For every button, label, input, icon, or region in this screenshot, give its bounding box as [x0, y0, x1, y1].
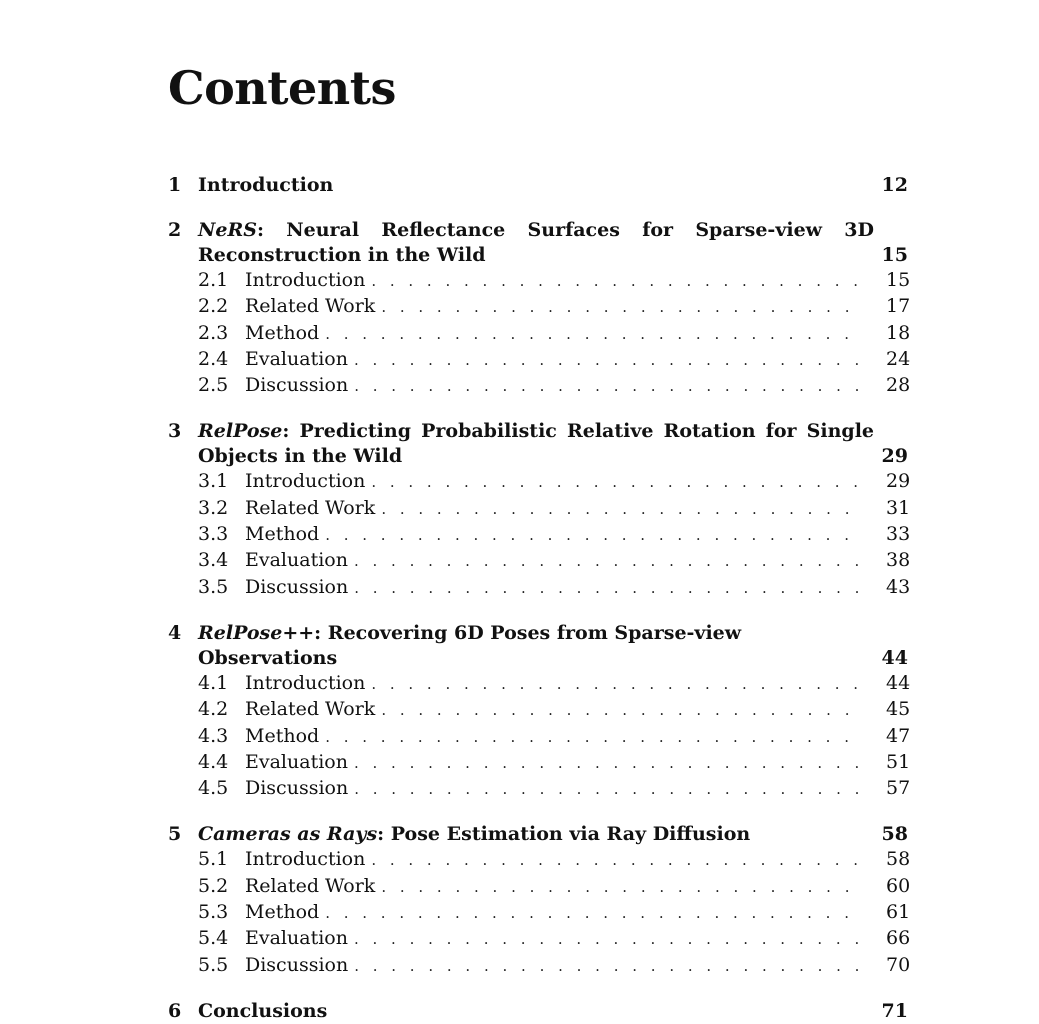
- dot-leader: [371, 470, 860, 495]
- chapter-3: [168, 419, 911, 600]
- dot-leader: [381, 698, 860, 723]
- section-page-number: 43: [886, 575, 911, 598]
- section-title: Method: [245, 321, 320, 344]
- section-number: 4.2: [198, 698, 229, 721]
- section-page-number: 47: [886, 724, 911, 747]
- section-entry[interactable]: [168, 724, 911, 750]
- section-entry[interactable]: [168, 953, 911, 979]
- section-number: 5.4: [198, 927, 229, 950]
- chapter-2: [168, 218, 911, 399]
- section-page-number: 45: [886, 698, 911, 721]
- chapter-heading[interactable]: [168, 419, 908, 469]
- section-number: 4.4: [198, 750, 229, 773]
- section-number: 2.2: [198, 295, 229, 318]
- section-entry[interactable]: [168, 548, 911, 574]
- dot-leader: [354, 927, 860, 952]
- section-number: 5.2: [198, 874, 229, 897]
- dot-leader: [371, 269, 860, 294]
- section-number: 5.3: [198, 901, 229, 924]
- section-entry[interactable]: [168, 750, 911, 776]
- chapter-title-text: : Pose Estimation via Ray Diffusion: [377, 823, 751, 846]
- section-entry[interactable]: [168, 496, 911, 522]
- section-entry[interactable]: [168, 697, 911, 723]
- section-number: 3.2: [198, 496, 229, 519]
- section-title: Method: [245, 724, 320, 747]
- section-entry[interactable]: [168, 469, 911, 495]
- chapter-title-text: : Predicting Probabilistic Relative Rotation for Single Objects in the Wild: [198, 420, 874, 468]
- section-title: Discussion: [245, 777, 349, 800]
- section-title: Discussion: [245, 953, 349, 976]
- section-entry[interactable]: [168, 522, 911, 548]
- chapter-title-text: Conclusions: [198, 999, 328, 1022]
- section-page-number: 33: [886, 523, 911, 546]
- chapter-heading[interactable]: [168, 218, 908, 268]
- chapter-title-emphasis: RelPose++: [198, 621, 315, 644]
- dot-leader: [354, 777, 860, 802]
- chapter-heading[interactable]: [168, 999, 908, 1024]
- section-entry[interactable]: [168, 776, 911, 802]
- section-title: Introduction: [245, 470, 366, 493]
- chapter-page-number: 58: [881, 823, 908, 846]
- section-page-number: 58: [886, 848, 911, 871]
- chapter-number: 1: [168, 174, 182, 196]
- dot-leader: [381, 875, 860, 900]
- section-page-number: 44: [886, 671, 911, 694]
- chapter-title: [198, 419, 908, 469]
- section-title: Introduction: [245, 848, 366, 871]
- section-entry[interactable]: [168, 575, 911, 601]
- section-number: 3.5: [198, 575, 229, 598]
- chapter-title: [198, 999, 908, 1024]
- section-page-number: 28: [886, 374, 911, 397]
- section-page-number: 17: [886, 295, 911, 318]
- chapter-title-text: Introduction: [198, 174, 334, 196]
- dot-leader: [354, 348, 860, 373]
- section-number: 3.4: [198, 549, 229, 572]
- chapter-4: [168, 621, 911, 802]
- dot-leader: [381, 497, 860, 522]
- section-number: 2.4: [198, 347, 229, 370]
- section-title: Related Work: [245, 295, 376, 318]
- section-entry[interactable]: [168, 671, 911, 697]
- section-title: Related Work: [245, 874, 376, 897]
- dot-leader: [371, 848, 860, 873]
- dot-leader: [354, 751, 860, 776]
- section-title: Evaluation: [245, 750, 348, 773]
- section-number: 4.3: [198, 724, 229, 747]
- section-title: Evaluation: [245, 927, 348, 950]
- section-entry[interactable]: [168, 926, 911, 952]
- section-page-number: 60: [886, 874, 911, 897]
- section-number: 2.1: [198, 269, 229, 291]
- section-page-number: 66: [886, 927, 911, 950]
- chapter-page-number: 12: [881, 174, 908, 196]
- section-number: 2.3: [198, 321, 229, 344]
- chapter-page-number: 29: [881, 445, 908, 468]
- chapter-1: [168, 173, 908, 198]
- table-of-contents: [168, 173, 911, 1024]
- chapter-page-number: 15: [881, 244, 908, 266]
- section-page-number: 29: [886, 470, 911, 493]
- dot-leader: [354, 549, 860, 574]
- section-entry[interactable]: [168, 294, 911, 320]
- dot-leader: [354, 374, 860, 399]
- chapter-number: 4: [168, 621, 182, 644]
- section-entry[interactable]: [168, 373, 911, 399]
- section-number: 3.1: [198, 470, 229, 493]
- section-entry[interactable]: [168, 874, 911, 900]
- dot-leader: [325, 725, 860, 750]
- section-title: Introduction: [245, 671, 366, 694]
- chapter-title-text: : Recovering 6D Poses from Sparse-view Observations: [198, 621, 742, 669]
- section-page-number: 31: [886, 496, 911, 519]
- dot-leader: [371, 672, 860, 697]
- section-page-number: 38: [886, 549, 911, 572]
- dot-leader: [325, 322, 860, 347]
- section-entry[interactable]: [168, 900, 911, 926]
- section-number: 4.1: [198, 671, 229, 694]
- chapter-number: 3: [168, 420, 182, 443]
- chapter-title-emphasis: Cameras as Rays: [198, 823, 378, 846]
- chapter-number: 2: [168, 219, 182, 241]
- chapter-page-number: 71: [881, 999, 908, 1022]
- chapter-number: 5: [168, 823, 182, 846]
- section-title: Related Work: [245, 698, 376, 721]
- section-page-number: 61: [886, 901, 911, 924]
- section-title: Discussion: [245, 374, 349, 397]
- section-page-number: 51: [886, 750, 911, 773]
- dot-leader: [354, 954, 860, 979]
- section-page-number: 24: [886, 347, 911, 370]
- section-entry[interactable]: [168, 347, 911, 373]
- chapter-title: [198, 173, 908, 198]
- chapter-title: [198, 218, 908, 268]
- section-number: 2.5: [198, 374, 229, 397]
- section-number: 5.1: [198, 848, 229, 871]
- section-title: Discussion: [245, 575, 349, 598]
- section-title: Method: [245, 523, 320, 546]
- page-title: Contents: [168, 60, 396, 115]
- section-page-number: 15: [886, 269, 911, 291]
- section-title: Evaluation: [245, 549, 348, 572]
- section-number: 5.5: [198, 953, 229, 976]
- section-title: Introduction: [245, 269, 366, 291]
- section-entry[interactable]: [168, 321, 911, 347]
- chapter-number: 6: [168, 999, 182, 1022]
- section-title: Related Work: [245, 496, 376, 519]
- dot-leader: [325, 901, 860, 926]
- section-entry[interactable]: [168, 847, 911, 873]
- chapter-title-emphasis: NeRS: [198, 219, 257, 241]
- section-number: 3.3: [198, 523, 229, 546]
- chapter-6: [168, 999, 908, 1024]
- chapter-heading[interactable]: [168, 621, 908, 671]
- dot-leader: [354, 576, 860, 601]
- chapter-title: [198, 621, 908, 671]
- section-entry[interactable]: [168, 268, 911, 294]
- chapter-page-number: 44: [881, 646, 908, 669]
- dot-leader: [381, 295, 860, 320]
- section-title: Evaluation: [245, 347, 348, 370]
- chapter-heading[interactable]: [168, 822, 908, 847]
- chapter-5: [168, 822, 911, 978]
- section-title: Method: [245, 901, 320, 924]
- section-number: 4.5: [198, 777, 229, 800]
- chapter-heading[interactable]: [168, 173, 908, 198]
- chapter-title-emphasis: RelPose: [198, 420, 283, 443]
- chapter-title-text: : Neural Reflectance Surfaces for Sparse-view 3D Reconstruction in the Wild: [198, 219, 874, 266]
- chapter-title: [198, 822, 908, 847]
- dot-leader: [325, 523, 860, 548]
- section-page-number: 57: [886, 777, 911, 800]
- section-page-number: 70: [886, 953, 911, 976]
- section-page-number: 18: [886, 321, 911, 344]
